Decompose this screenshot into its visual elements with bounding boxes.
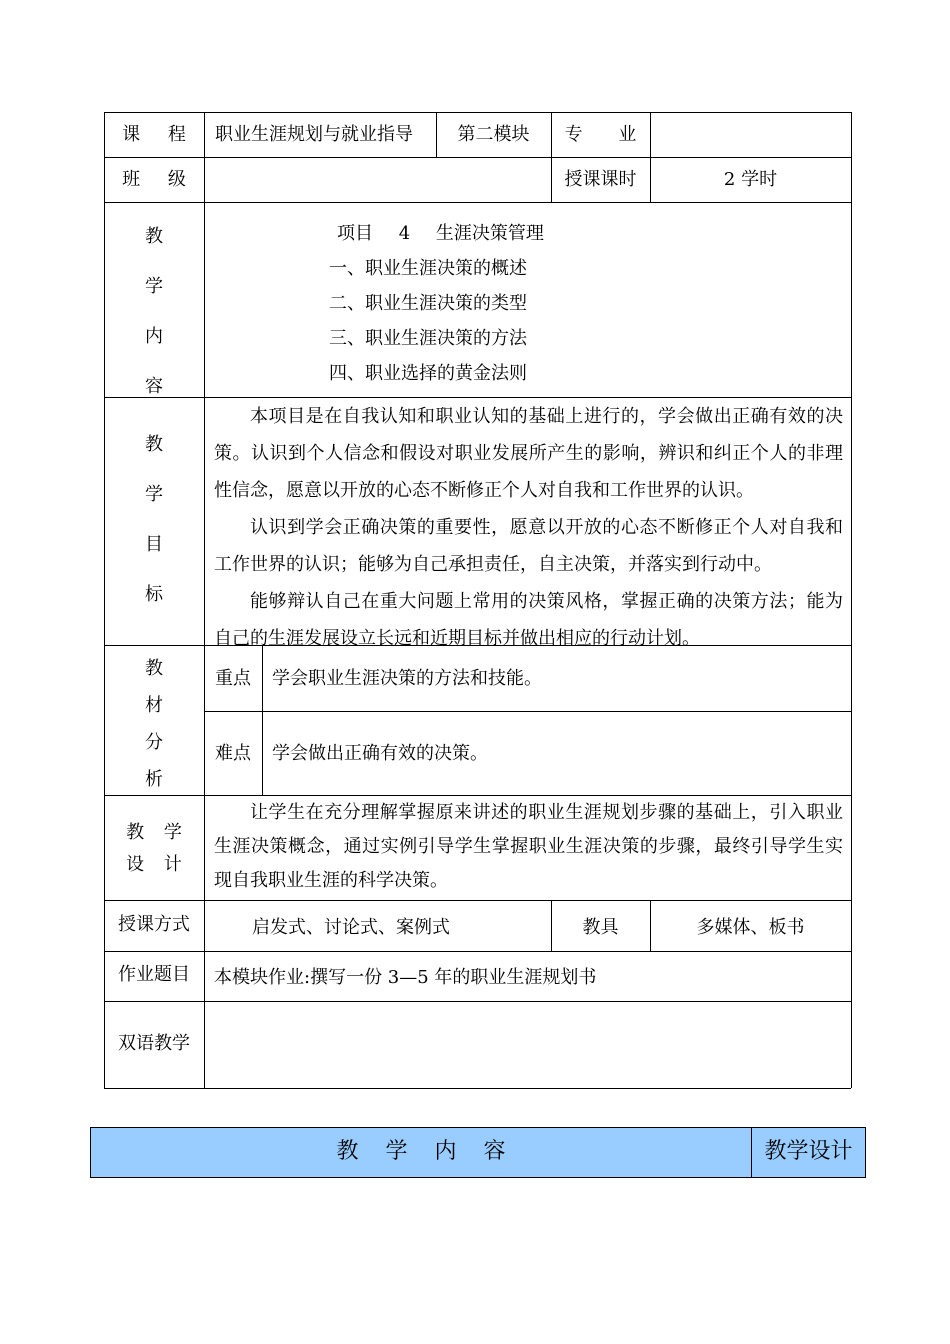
objectives-label [104, 420, 204, 620]
objectives-label-char: 目 [145, 534, 163, 555]
design-header: 教学设计 [764, 1139, 853, 1164]
content-label-char: 学 [145, 276, 163, 297]
content-label [104, 212, 204, 412]
homework-value: 本模块作业:撰写一份 3—5 年的职业生涯规划书 [214, 967, 597, 988]
bilingual-label: 双语教学 [118, 1033, 190, 1054]
class-label: 班 级 [122, 169, 186, 190]
design-paragraph: 让学生在充分理解掌握原来讲述的职业生涯规划步骤的基础上，引入职业生涯决策概念，通过实例引导学生掌握职业生涯决策的步骤，最终引导学生实现自我职业生涯的科学决策。 [214, 802, 843, 891]
content-item: 四、职业选择的黄金法则 [329, 363, 527, 384]
design-label [104, 817, 204, 881]
content-header: 教 学 内 容 [336, 1139, 506, 1164]
content-item: 一、职业生涯决策的概述 [329, 258, 527, 279]
analysis-label-char: 材 [145, 695, 163, 716]
method-label: 授课方式 [118, 914, 190, 935]
objectives-label-char: 标 [145, 584, 163, 605]
objectives-paragraph: 本项目是在自我认知和职业认知的基础上进行的，学会做出正确有效的决策。认识到个人信念和假设对职业发展所产生的影响，辨识和纠正个人的非理性信念，愿意以开放的心态不断修正个人对自我和工作世界的认识。 [214, 406, 843, 501]
method-value: 启发式、讨论式、案例式 [252, 917, 450, 938]
objectives-label-char: 教 [145, 434, 163, 455]
course-label: 课 程 [122, 124, 186, 145]
homework-label: 作业题目 [118, 964, 190, 985]
lesson-header-bar [90, 1127, 866, 1178]
content-label-char: 内 [145, 326, 163, 347]
analysis-label-char: 分 [145, 732, 163, 753]
analysis-label-char: 教 [145, 658, 163, 679]
course-value: 职业生涯规划与就业指导 [215, 124, 413, 145]
content-title: 项目 4 生涯决策管理 [337, 223, 544, 244]
objectives-paragraph: 能够辩认自己在重大问题上常用的决策风格，掌握正确的决策方法；能为自己的生涯发展设立长远和近期目标并做出相应的行动计划。 [214, 591, 843, 649]
objectives-paragraph: 认识到学会正确决策的重要性，愿意以开放的心态不断修正个人对自我和工作世界的认识；能够为自己承担责任，自主决策，并落实到行动中。 [214, 517, 843, 575]
hours-value: 2 学时 [723, 169, 778, 190]
content-list [329, 216, 544, 391]
design-label-line: 教 学 [126, 822, 182, 843]
content-item: 二、职业生涯决策的类型 [329, 293, 527, 314]
difficulty-value: 学会做出正确有效的决策。 [272, 743, 488, 764]
content-label-char: 容 [145, 376, 163, 397]
major-label: 专 业 [564, 124, 637, 145]
design-text [214, 796, 843, 898]
objectives-label-char: 学 [145, 484, 163, 505]
content-item: 三、职业生涯决策的方法 [329, 328, 527, 349]
analysis-label [104, 650, 204, 798]
tools-label: 教具 [582, 917, 619, 938]
objectives-text [214, 398, 843, 657]
key-point-value: 学会职业生涯决策的方法和技能。 [272, 668, 542, 689]
content-label-char: 教 [145, 226, 163, 247]
key-point-label: 重点 [215, 668, 251, 689]
module-label: 第二模块 [457, 124, 530, 145]
tools-value: 多媒体、板书 [696, 917, 805, 938]
analysis-label-char: 析 [145, 769, 163, 790]
difficulty-label: 难点 [215, 743, 251, 764]
design-label-line: 设 计 [126, 854, 182, 875]
hours-label: 授课课时 [564, 169, 637, 190]
